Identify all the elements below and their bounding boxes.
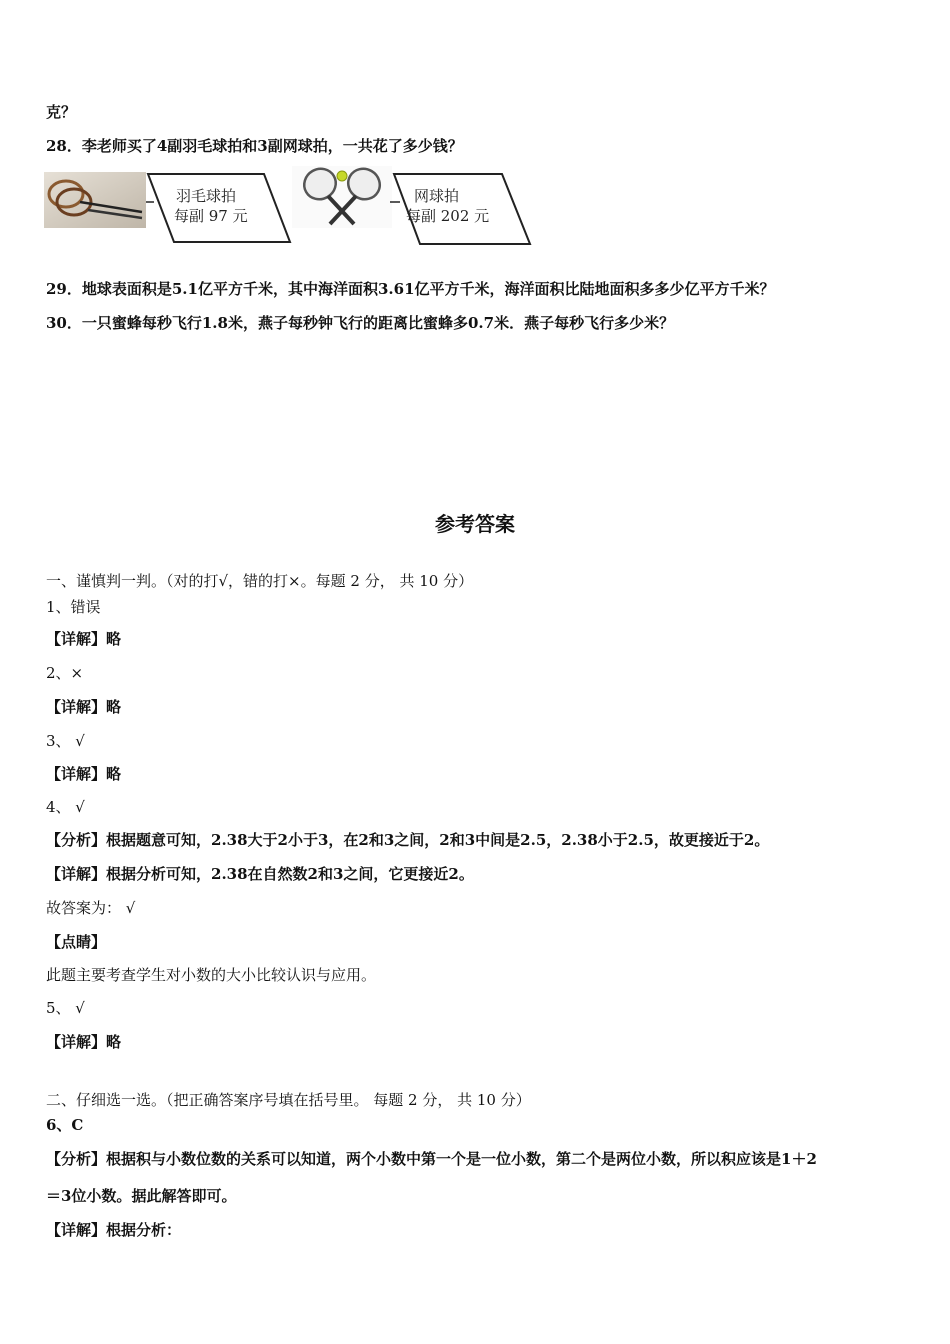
answer-4-analysis: 【分析】根据题意可知，2.38大于2小于3，在2和3之间，2和3中间是2.5，2.38小于2.5，故更接近于2。	[46, 831, 770, 849]
badminton-tag-price: 每副 97 元	[174, 207, 248, 225]
tennis-tag-name: 网球拍	[414, 187, 460, 205]
answer-5: 5、 √	[46, 999, 85, 1017]
badminton-tag-name: 羽毛球拍	[176, 187, 237, 205]
answer-1: 1、错误	[46, 598, 101, 616]
answer-2: 2、×	[46, 664, 84, 682]
answer-5-detail: 【详解】略	[46, 1033, 122, 1051]
answer-4: 4、 √	[46, 798, 85, 816]
tennis-racket-image	[292, 166, 392, 228]
question-q27-tail: 克？	[46, 103, 77, 121]
answer-2-detail: 【详解】略	[46, 698, 122, 716]
answer-4-detail: 【详解】根据分析可知，2.38在自然数2和3之间，它更接近2。	[46, 865, 474, 883]
answer-3-detail: 【详解】略	[46, 765, 122, 783]
tennis-tag-price: 每副 202 元	[406, 207, 490, 225]
q28-price-figure	[44, 166, 544, 248]
answer-4-comment-label: 【点睛】	[46, 933, 107, 951]
question-29: 29．地球表面积是5.1亿平方千米，其中海洋面积3.61亿平方千米，海洋面积比陆地面积多多少亿平方千米？	[46, 280, 775, 298]
answer-6-analysis-line1: 【分析】根据积与小数位数的关系可以知道，两个小数中第一个是一位小数，第二个是两位小数，所以积应该是1＋2	[46, 1150, 817, 1168]
answer-1-detail: 【详解】略	[46, 630, 122, 648]
answer-4-comment: 此题主要考查学生对小数的大小比较认识与应用。	[46, 966, 377, 984]
answer-6-analysis-line2: ＝3位小数。据此解答即可。	[46, 1187, 237, 1205]
section2-heading: 二、仔细选一选。（把正确答案序号填在括号里。 每题 2 分， 共 10 分）	[46, 1091, 531, 1109]
section1-heading: 一、谨慎判一判。（对的打√，错的打×。每题 2 分， 共 10 分）	[46, 572, 474, 590]
question-28: 28．李老师买了4副羽毛球拍和3副网球拍，一共花了多少钱？	[46, 137, 463, 155]
answer-4-final: 故答案为： √	[46, 899, 136, 917]
answer-3: 3、 √	[46, 732, 85, 750]
question-30: 30．一只蜜蜂每秒飞行1.8米，燕子每秒钟飞行的距离比蜜蜂多0.7米．燕子每秒飞行多少米？	[46, 314, 675, 332]
answer-6: 6、C	[46, 1116, 84, 1134]
answers-title: 参考答案	[435, 512, 515, 536]
answer-6-detail: 【详解】根据分析：	[46, 1221, 182, 1239]
badminton-racket-image	[44, 172, 146, 228]
